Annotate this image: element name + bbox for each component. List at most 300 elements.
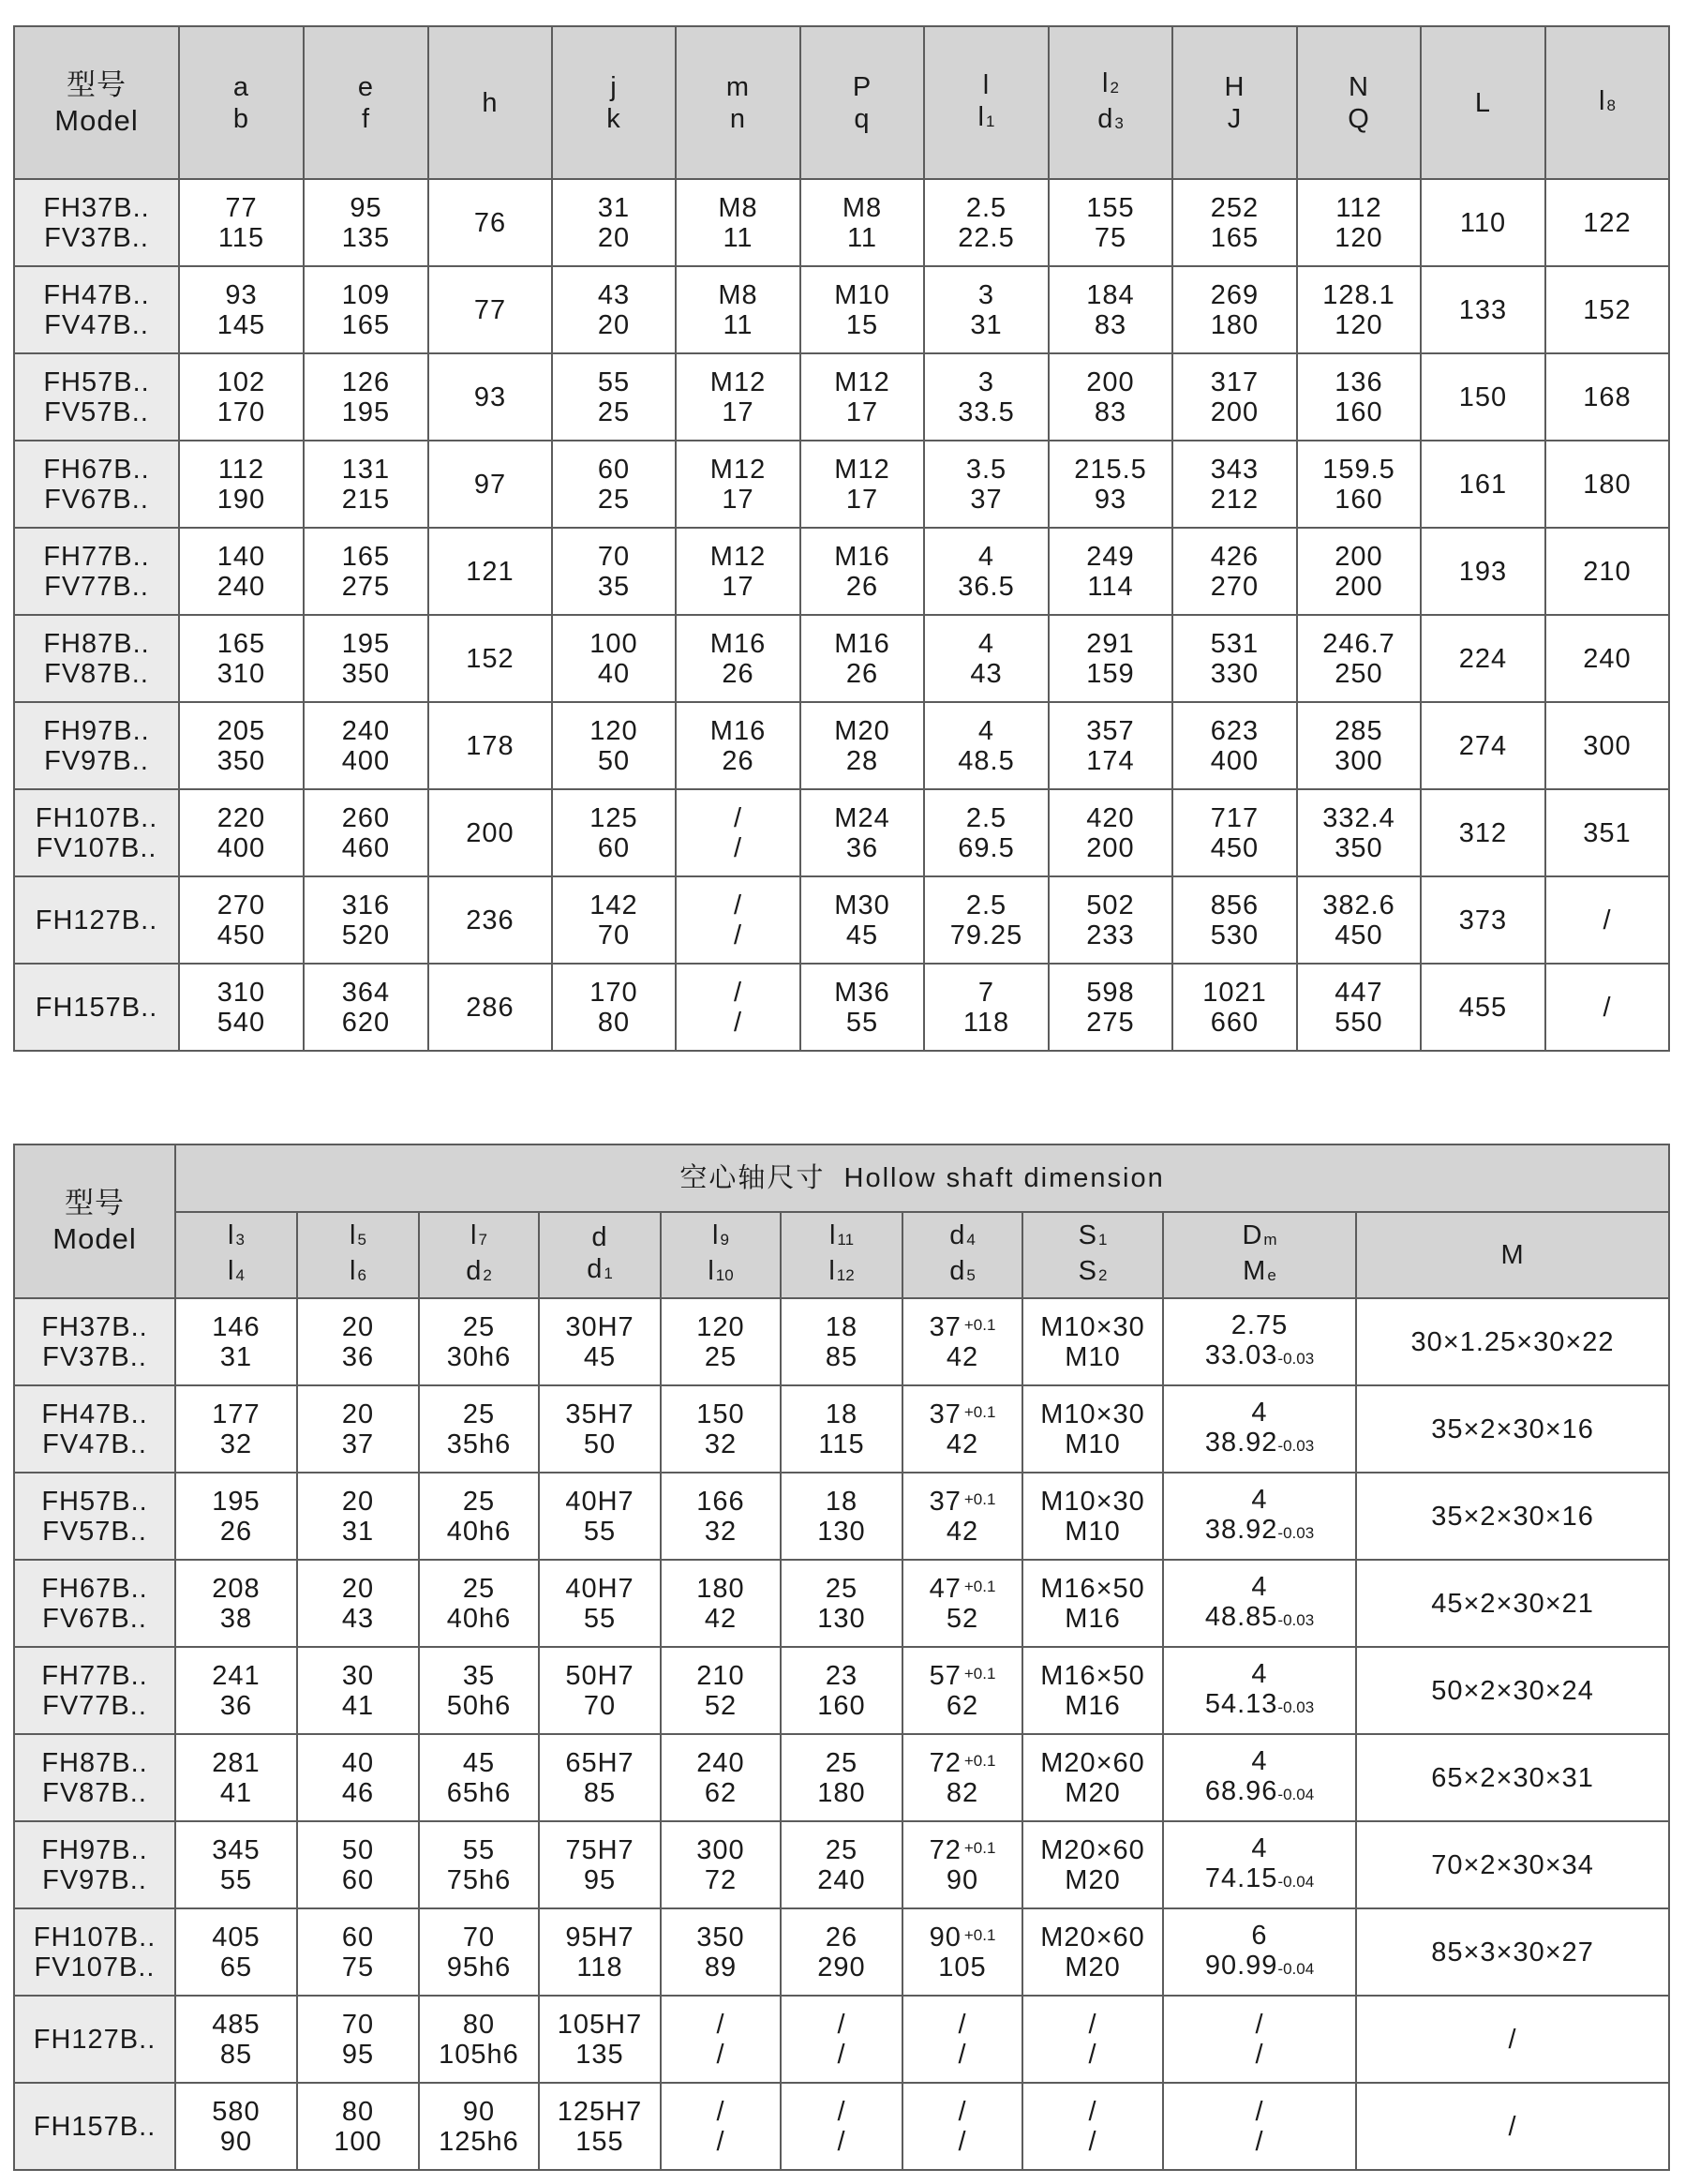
value-cell (419, 1298, 539, 1385)
value-cell (1172, 702, 1297, 789)
model-cell (14, 1298, 175, 1385)
value-cell (1172, 266, 1297, 353)
cell-value: 291 (1086, 628, 1135, 659)
value-cell (1172, 528, 1297, 615)
cell-value: 270 (216, 890, 266, 920)
value-cell (661, 1560, 781, 1647)
tolerance-value: +0.1 (963, 1489, 996, 1508)
cell-value: 7 (977, 977, 995, 1008)
nominal-value: 72 (929, 1747, 962, 1778)
cell-value: 620 (341, 1007, 391, 1038)
column-header (304, 26, 428, 179)
model-cell (14, 789, 179, 876)
cell-value: 85 (583, 1777, 617, 1808)
column-header (902, 1212, 1022, 1298)
model-cell (14, 876, 179, 964)
cell-value: 200 (1086, 832, 1135, 863)
cell-value: 350 (341, 658, 391, 689)
cell-value: 26 (722, 745, 754, 776)
cell-value: 36 (219, 1690, 253, 1721)
cell-value: 364 (341, 977, 391, 1008)
cell-value: 405 (212, 1922, 261, 1952)
value-cell (419, 1473, 539, 1560)
value-cell (1163, 1385, 1356, 1473)
model-header-cn: 型号 (65, 1187, 125, 1219)
cell-value: M20 (1065, 1952, 1121, 1982)
nominal-value: 48.85 (1204, 1601, 1278, 1632)
cell-value: 90 (946, 1864, 979, 1895)
column-header (539, 1212, 661, 1298)
cell-value: 623 (1210, 715, 1260, 746)
cell-value: 856 (1210, 890, 1260, 920)
value-cell (924, 266, 1049, 353)
cell-value: 45 (462, 1747, 496, 1778)
value-cell (297, 1647, 419, 1734)
cell-value: 22.5 (958, 222, 1015, 253)
cell-value: / (733, 802, 743, 833)
cell-value: 95 (350, 192, 382, 223)
value-cell (1356, 1647, 1669, 1734)
cell-value: 290 (817, 1952, 866, 1982)
header-line-2 (1023, 1255, 1162, 1291)
cell-value: 60 (341, 1922, 375, 1952)
nominal-value: 90.99 (1204, 1950, 1278, 1981)
header-line-1-subscript: 5 (357, 1231, 366, 1249)
header-line-2-symbol: M (1243, 1256, 1267, 1286)
cell-value: 286 (466, 992, 514, 1023)
value-cell (1022, 1996, 1163, 2083)
cell-value: 125h6 (439, 2126, 519, 2157)
value-cell (676, 702, 800, 789)
value-cell (1545, 179, 1669, 266)
cell-value: 316 (341, 890, 391, 920)
cell-value: 45 (583, 1341, 617, 1372)
model-cell (14, 1996, 175, 2083)
model-cell (14, 266, 179, 353)
cell-value: 312 (1458, 817, 1508, 848)
cell-value: 450 (1210, 832, 1260, 863)
cell-value: M12 (709, 541, 767, 572)
cell-value: 31 (597, 192, 631, 223)
value-cell (800, 353, 924, 441)
value-cell (661, 1647, 781, 1734)
value-cell (781, 2083, 902, 2170)
value-cell (800, 964, 924, 1051)
header-line-2 (298, 1255, 418, 1291)
cell-value: M16 (834, 541, 890, 572)
value-cell (1049, 702, 1172, 789)
header-line-2-symbol: l (828, 1256, 836, 1286)
cell-value: 4 (1251, 1745, 1268, 1776)
cell-value: 345 (212, 1834, 261, 1865)
table1-header-row (14, 26, 1669, 179)
nominal-value: 38.92 (1204, 1514, 1278, 1545)
cell-value: 215 (341, 484, 391, 515)
value-cell (428, 615, 552, 702)
cell-value: 165 (341, 309, 391, 340)
cell-value: 70 (583, 1690, 617, 1721)
value-cell (800, 266, 924, 353)
header-line-1-subscript: 3 (235, 1231, 245, 1249)
cell-value: 420 (1086, 802, 1135, 833)
cell-value: 45×2×30×21 (1431, 1588, 1594, 1619)
value-cell (1421, 528, 1545, 615)
cell-value: 80 (341, 2096, 375, 2127)
header-line-2-subscript: 4 (235, 1266, 245, 1284)
cell-value: 150 (696, 1399, 745, 1429)
value-cell (1022, 1734, 1163, 1821)
cell-value: 41 (341, 1690, 375, 1721)
value-cell (179, 615, 304, 702)
value-cell (1297, 876, 1421, 964)
cell-value: 660 (1210, 1007, 1260, 1038)
cell-value: 130 (817, 1516, 866, 1547)
cell-value: M16×50 (1040, 1660, 1145, 1691)
cell-value: 100 (589, 628, 638, 659)
cell-value: 250 (1335, 658, 1383, 689)
cell-value: 128.1 (1322, 279, 1395, 310)
cell-value: 160 (1335, 396, 1383, 427)
cell-value: 180 (1583, 469, 1632, 500)
cell-value: 240 (1583, 643, 1632, 674)
value-cell (924, 353, 1049, 441)
value-cell (661, 1996, 781, 2083)
value-cell (781, 1996, 902, 2083)
cell-value: 50 (597, 745, 631, 776)
value-cell (1421, 789, 1545, 876)
cell-value: 97 (473, 469, 507, 500)
cell-value: 40h6 (446, 1516, 512, 1547)
header-line-2-subscript: 1 (604, 1264, 613, 1282)
header-line-1-symbol: j (610, 71, 618, 102)
cell-value: 200 (1086, 366, 1135, 397)
header-line-1-symbol: d (591, 1222, 608, 1252)
header-line-2-symbol: l (977, 101, 985, 132)
value-cell (175, 1385, 297, 1473)
tolerance-value: -0.04 (1277, 1785, 1315, 1803)
hollow-shaft-group-title (175, 1144, 1669, 1212)
value-cell (1356, 1996, 1669, 2083)
table-row (14, 528, 1669, 615)
cell-value: 130 (817, 1603, 866, 1634)
cell-value: 25 (462, 1486, 496, 1517)
value-cell (1172, 179, 1297, 266)
cell-value: 60 (341, 1864, 375, 1895)
cell-value: 30×1.25×30×22 (1410, 1326, 1615, 1357)
cell-value: 330 (1210, 658, 1260, 689)
cell-value: 17 (845, 484, 879, 515)
cell-value: 77 (225, 192, 258, 223)
table-row (14, 2083, 1669, 2170)
cell-value: M16 (1065, 1603, 1121, 1634)
cell-value: 93 (225, 279, 258, 310)
cell-value: 42 (704, 1603, 738, 1634)
cell-value: 120 (1335, 222, 1383, 253)
value-cell (539, 2083, 661, 2170)
model-name: FV107B.. (34, 1952, 156, 1982)
cell-value: / (1088, 2096, 1097, 2127)
toleranced-value (903, 1748, 1021, 1778)
cell-value: 25 (825, 1834, 858, 1865)
model-cell (14, 1908, 175, 1996)
header-line-1-symbol: l (1102, 67, 1110, 98)
value-cell (297, 1908, 419, 1996)
cell-value: 133 (1458, 294, 1508, 325)
cell-value: 332.4 (1322, 802, 1395, 833)
model-name: FH107B.. (33, 1922, 157, 1952)
column-header (1049, 26, 1172, 179)
cell-value: 50 (583, 1429, 617, 1459)
value-cell (539, 1908, 661, 1996)
cell-value: 30h6 (446, 1341, 512, 1372)
table-row (14, 1647, 1669, 1734)
cell-value: 142 (589, 890, 638, 920)
value-cell (552, 353, 676, 441)
cell-value: 52 (946, 1603, 979, 1634)
cell-value: 530 (1210, 920, 1260, 950)
cell-value: M10 (1065, 1429, 1121, 1459)
value-cell (428, 179, 552, 266)
model-column-header (14, 1144, 175, 1298)
cell-value: 125H7 (557, 2096, 643, 2127)
cell-value: 165 (216, 628, 266, 659)
cell-value: 240 (696, 1747, 745, 1778)
cell-value: 274 (1458, 730, 1508, 761)
model-cell (14, 702, 179, 789)
header-line-1 (540, 1221, 660, 1253)
cell-value: 126 (341, 366, 391, 397)
table-row (14, 1385, 1669, 1473)
cell-value: 20 (341, 1311, 375, 1342)
tolerance-value: +0.1 (963, 1925, 996, 1944)
cell-value: M20×60 (1040, 1834, 1145, 1865)
value-cell (1163, 1560, 1356, 1647)
cell-value: M16 (834, 628, 890, 659)
toleranced-value (903, 1661, 1021, 1691)
value-cell (304, 179, 428, 266)
value-cell (1297, 528, 1421, 615)
model-name: FH127B.. (33, 2024, 157, 2055)
value-cell (1421, 702, 1545, 789)
model-name: FH87B.. (41, 1747, 148, 1778)
model-name: FV87B.. (42, 1777, 147, 1808)
toleranced-value (903, 1399, 1021, 1429)
cell-value: 60 (597, 832, 631, 863)
header-line-1 (801, 71, 923, 103)
header-line-1-symbol: S (1078, 1220, 1097, 1250)
cell-value: M16 (709, 628, 767, 659)
table-row (14, 1734, 1669, 1821)
cell-value: 150 (1458, 381, 1508, 412)
header-line-2 (1298, 103, 1420, 135)
value-cell (552, 702, 676, 789)
header-line-1 (176, 1219, 296, 1255)
header-line-1-symbol: l (350, 1220, 357, 1250)
cell-value: 11 (846, 222, 878, 253)
cell-value: 93 (473, 381, 507, 412)
value-cell (1545, 615, 1669, 702)
cell-value: 118 (962, 1007, 1010, 1038)
cell-value: 70×2×30×34 (1431, 1849, 1594, 1880)
cell-value: 62 (946, 1690, 979, 1721)
header-line-1 (903, 1219, 1021, 1255)
value-cell (297, 1821, 419, 1908)
header-line-1 (298, 1219, 418, 1255)
header-line-1-symbol: N (1349, 71, 1369, 102)
header-line-2 (180, 103, 303, 135)
cell-value: 35×2×30×16 (1431, 1501, 1594, 1532)
value-cell (428, 876, 552, 964)
cell-value: 195 (341, 628, 391, 659)
cell-value: 118 (576, 1952, 623, 1982)
cell-value: 25 (462, 1399, 496, 1429)
value-cell (552, 266, 676, 353)
value-cell (175, 1996, 297, 2083)
cell-value: 110 (1459, 207, 1507, 238)
nominal-value: 57 (929, 1660, 962, 1691)
gearbox-dimension-table (13, 25, 1670, 1052)
cell-value: 168 (1583, 381, 1632, 412)
cell-value: 460 (341, 832, 391, 863)
cell-value: / (716, 2009, 725, 2040)
cell-value: 20 (341, 1486, 375, 1517)
cell-value: 26 (845, 571, 879, 602)
cell-value: M30 (834, 890, 890, 920)
cell-value: 122 (1583, 207, 1632, 238)
header-line-1 (662, 1219, 780, 1255)
cell-value: 89 (704, 1952, 738, 1982)
value-cell (1297, 179, 1421, 266)
tolerance-value: +0.1 (963, 1402, 996, 1421)
cell-value: 152 (466, 643, 514, 674)
cell-value: 146 (212, 1311, 261, 1342)
cell-value: 310 (216, 977, 266, 1008)
value-cell (1163, 1734, 1356, 1821)
header-line-1 (1298, 71, 1420, 103)
header-line-1-symbol: M (1500, 1240, 1525, 1270)
header-line-2-subscript: 3 (1114, 113, 1124, 132)
model-name: FH47B.. (41, 1399, 148, 1429)
cell-value: 160 (1335, 484, 1383, 515)
cell-value: 65×2×30×31 (1431, 1762, 1594, 1793)
value-cell (539, 1385, 661, 1473)
table-row (14, 615, 1669, 702)
cell-value: 3 (977, 279, 995, 310)
column-header (800, 26, 924, 179)
value-cell (428, 528, 552, 615)
cell-value: 135 (575, 2039, 624, 2070)
value-cell (428, 702, 552, 789)
header-line-1 (1050, 67, 1171, 103)
cell-value: 70 (462, 1922, 496, 1952)
cell-value: 455 (1458, 992, 1508, 1023)
cell-value: M10×30 (1040, 1311, 1145, 1342)
value-cell (428, 789, 552, 876)
cell-value: 4 (977, 628, 995, 659)
value-cell (539, 1821, 661, 1908)
cell-value: M12 (709, 454, 767, 485)
value-cell (297, 1560, 419, 1647)
model-name: FH97B.. (43, 715, 150, 746)
cell-value: 75H7 (565, 1834, 634, 1865)
value-cell (419, 2083, 539, 2170)
header-line-1-symbol: m (725, 71, 751, 102)
value-cell (539, 1473, 661, 1560)
header-line-2-symbol: d (949, 1256, 966, 1286)
cell-value: 343 (1210, 454, 1260, 485)
cell-value: 180 (1210, 309, 1260, 340)
value-cell (1297, 615, 1421, 702)
cell-value: 40 (341, 1747, 375, 1778)
value-cell (179, 179, 304, 266)
header-line-2 (903, 1255, 1021, 1291)
header-line-1 (553, 71, 675, 103)
value-cell (1356, 1298, 1669, 1385)
cell-value: / (837, 2126, 846, 2157)
table-row (14, 964, 1669, 1051)
value-cell (661, 1298, 781, 1385)
cell-value: M10 (1065, 1516, 1121, 1547)
cell-value: 50H7 (565, 1660, 634, 1691)
value-cell (175, 1473, 297, 1560)
tolerance-value: -0.03 (1277, 1349, 1315, 1368)
model-name: FH77B.. (43, 541, 150, 572)
cell-value: 540 (216, 1007, 266, 1038)
cell-value: 25 (462, 1573, 496, 1604)
header-line-2 (1050, 103, 1171, 139)
value-cell (676, 876, 800, 964)
table-row (14, 789, 1669, 876)
cell-value: 77 (473, 294, 507, 325)
header-line-1 (677, 71, 799, 103)
cell-value: 109 (341, 279, 391, 310)
cell-value: 40H7 (565, 1486, 634, 1517)
value-cell (304, 789, 428, 876)
value-cell (781, 1298, 902, 1385)
cell-value: M20 (1065, 1777, 1121, 1808)
cell-value: 249 (1086, 541, 1135, 572)
cell-value: 115 (818, 1429, 865, 1459)
cell-value: 36 (341, 1341, 375, 1372)
header-line-1-symbol: L (1474, 87, 1492, 118)
header-line-2-symbol: J (1227, 103, 1243, 134)
cell-value: / (958, 2096, 967, 2127)
cell-value: 717 (1210, 802, 1260, 833)
cell-value: 26 (825, 1922, 858, 1952)
cell-value: 165 (1210, 222, 1260, 253)
value-cell (1049, 441, 1172, 528)
value-cell (297, 1996, 419, 2083)
model-cell (14, 528, 179, 615)
value-cell (924, 702, 1049, 789)
cell-value: / (1088, 2126, 1097, 2157)
column-header (781, 1212, 902, 1298)
tolerance-value: -0.03 (1277, 1610, 1315, 1629)
header-line-2 (1164, 1255, 1355, 1291)
cell-value: 55 (597, 366, 631, 397)
value-cell (428, 964, 552, 1051)
value-cell (304, 353, 428, 441)
model-name: FV37B.. (42, 1341, 147, 1372)
nominal-value: 68.96 (1204, 1775, 1278, 1806)
value-cell (1356, 1473, 1669, 1560)
header-line-1-symbol: e (357, 71, 375, 102)
cell-value: 4 (977, 715, 995, 746)
value-cell (419, 1560, 539, 1647)
cell-value: / (1255, 2039, 1264, 2070)
tolerance-value: -0.03 (1277, 1436, 1315, 1455)
cell-value: 210 (1583, 556, 1632, 587)
